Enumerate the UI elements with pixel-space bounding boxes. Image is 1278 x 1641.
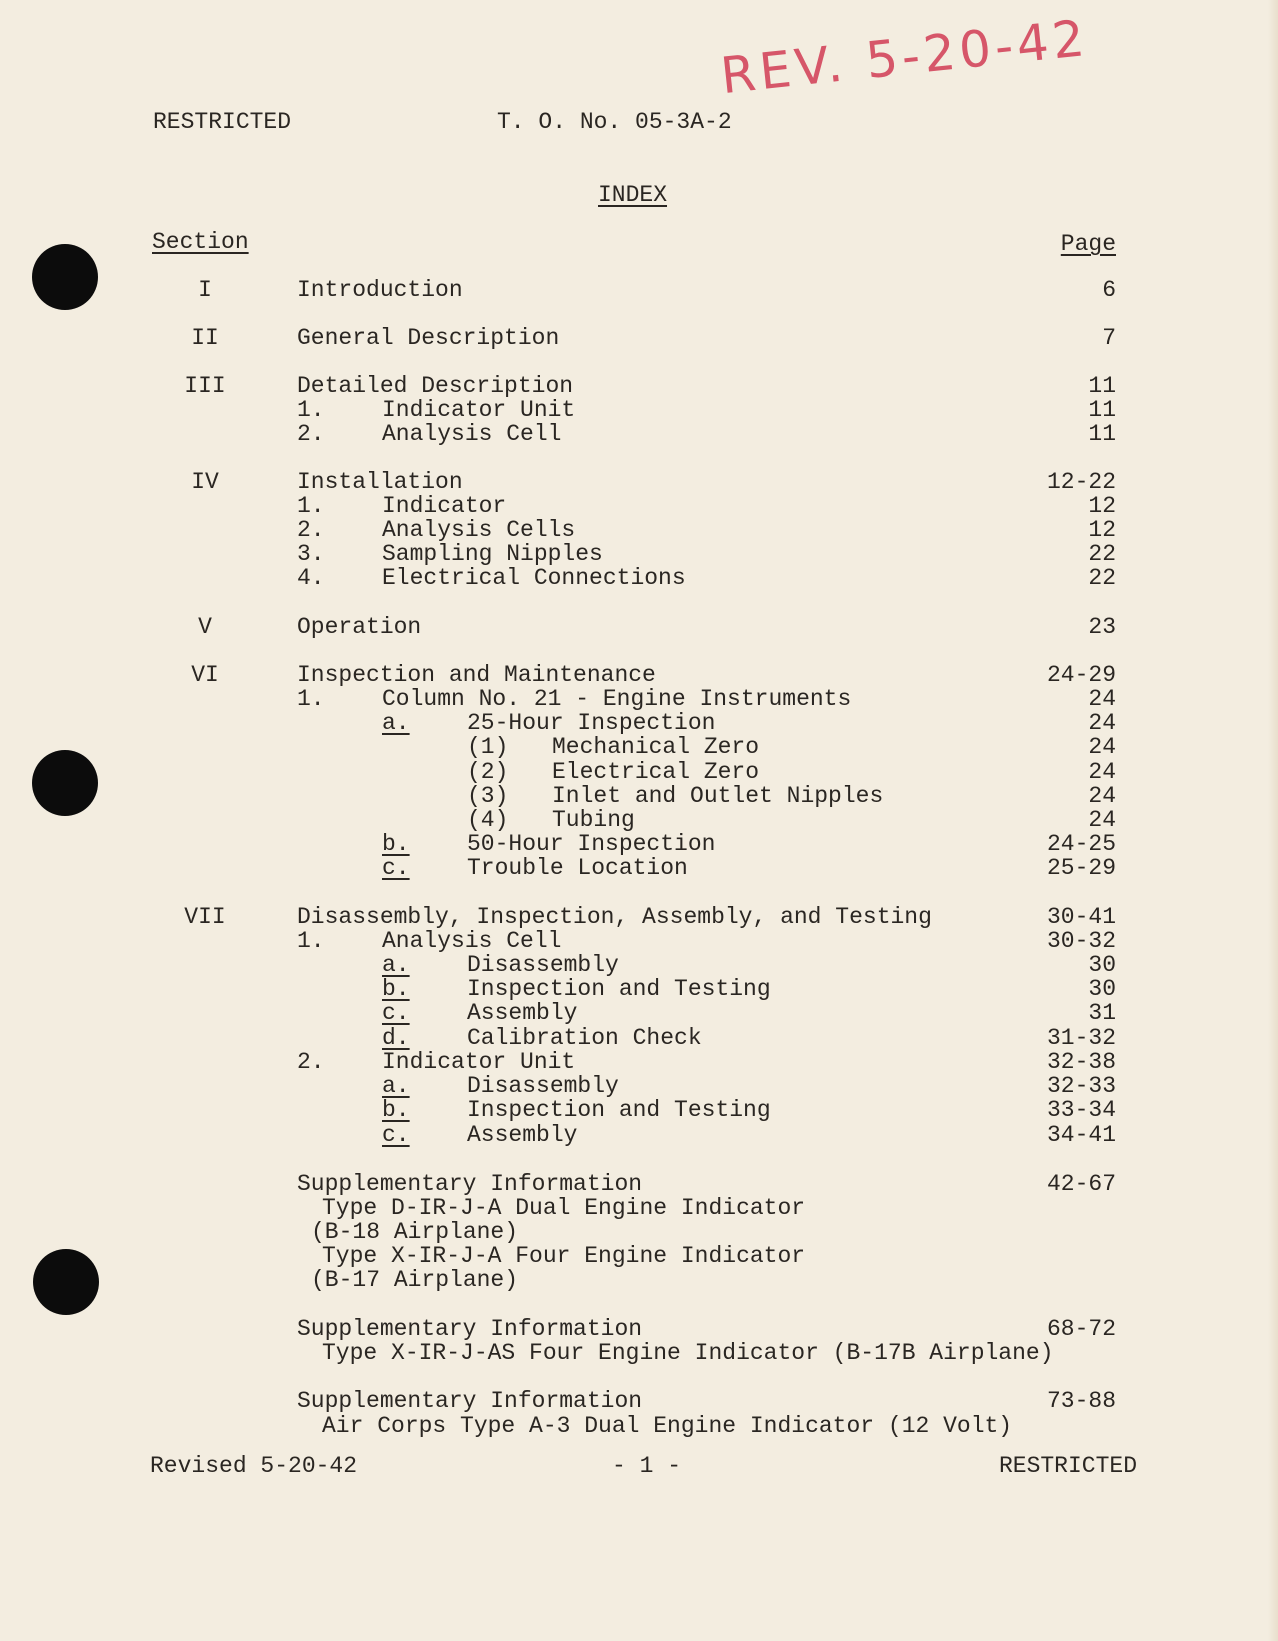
entry-page: 24-29 xyxy=(1046,662,1116,688)
entry-page: 22 xyxy=(1088,565,1116,591)
entry-page: 68-72 xyxy=(1046,1316,1116,1342)
entry-number: 2. xyxy=(297,1049,325,1075)
entry-title: Inspection and Testing xyxy=(467,1097,771,1123)
entry-title: General Description xyxy=(297,325,560,351)
entry-number: (3) xyxy=(467,783,509,809)
entry-page: 32-33 xyxy=(1046,1073,1116,1099)
entry-title: Type D-IR-J-A Dual Engine Indicator xyxy=(322,1195,806,1221)
entry-page: 30-41 xyxy=(1046,904,1116,930)
entry-number: (1) xyxy=(467,734,509,760)
revision-stamp: REV. 5-20-42 xyxy=(717,8,1092,106)
entry-page: 12 xyxy=(1088,517,1116,543)
entry-number: d. xyxy=(382,1025,410,1051)
entry-title: Air Corps Type A-3 Dual Engine Indicator (12 Volt) xyxy=(322,1413,1013,1439)
entry-page: 6 xyxy=(1102,277,1116,303)
entry-number: 1. xyxy=(297,397,325,423)
entry-title: Indicator xyxy=(382,493,507,519)
entry-number: 4. xyxy=(297,565,325,591)
entry-number: 1. xyxy=(297,928,325,954)
entry-page: 42-67 xyxy=(1046,1171,1116,1197)
footer-classification: RESTRICTED xyxy=(998,1453,1137,1479)
entry-title: Electrical Zero xyxy=(552,759,760,785)
header-classification: RESTRICTED xyxy=(153,109,292,135)
entry-page: 22 xyxy=(1088,541,1116,567)
entry-title: Detailed Description xyxy=(297,373,574,399)
entry-title: Analysis Cells xyxy=(382,517,576,543)
entry-number: 3. xyxy=(297,541,325,567)
entry-page: 25-29 xyxy=(1046,855,1116,881)
entry-page: 24 xyxy=(1088,783,1116,809)
entry-page: 24 xyxy=(1088,807,1116,833)
entry-page: 30 xyxy=(1088,976,1116,1002)
entry-number: b. xyxy=(382,831,410,857)
entry-number: b. xyxy=(382,1097,410,1123)
section-numeral: III xyxy=(184,373,226,399)
entry-title: Analysis Cell xyxy=(382,928,562,954)
entry-title: Disassembly, Inspection, Assembly, and Testing xyxy=(297,904,932,930)
entry-number: c. xyxy=(382,855,410,881)
footer-page-number: - 1 - xyxy=(612,1453,682,1479)
entry-title: Analysis Cell xyxy=(382,421,562,447)
entry-number: a. xyxy=(382,952,410,978)
entry-page: 24-25 xyxy=(1046,831,1116,857)
entry-title: Operation xyxy=(297,614,422,640)
entry-page: 33-34 xyxy=(1046,1097,1116,1123)
entry-title: Installation xyxy=(297,469,463,495)
entry-title: Supplementary Information xyxy=(297,1388,643,1414)
entry-title: Type X-IR-J-AS Four Engine Indicator (B-17B Airplane) xyxy=(322,1340,1054,1366)
entry-number: 1. xyxy=(297,686,325,712)
entry-page: 31-32 xyxy=(1046,1025,1116,1051)
page-edge xyxy=(1268,0,1278,1641)
entry-number: a. xyxy=(382,1073,410,1099)
entry-page: 73-88 xyxy=(1046,1388,1116,1414)
column-header-section: Section xyxy=(152,229,249,255)
entry-number: 2. xyxy=(297,517,325,543)
section-numeral: VII xyxy=(184,904,226,930)
section-numeral: II xyxy=(191,325,219,351)
entry-page: 24 xyxy=(1088,759,1116,785)
entry-page: 12-22 xyxy=(1046,469,1116,495)
entry-title: (B-17 Airplane) xyxy=(311,1267,519,1293)
entry-page: 30 xyxy=(1088,952,1116,978)
entry-number: c. xyxy=(382,1122,410,1148)
entry-title: Supplementary Information xyxy=(297,1316,643,1342)
entry-page: 31 xyxy=(1088,1000,1116,1026)
section-numeral: V xyxy=(198,614,212,640)
entry-title: Indicator Unit xyxy=(382,397,576,423)
punch-hole xyxy=(32,750,98,816)
entry-title: Calibration Check xyxy=(467,1025,702,1051)
entry-title: Column No. 21 - Engine Instruments xyxy=(382,686,852,712)
entry-number: 2. xyxy=(297,421,325,447)
entry-page: 24 xyxy=(1088,734,1116,760)
entry-number: c. xyxy=(382,1000,410,1026)
entry-title: Assembly xyxy=(467,1122,578,1148)
section-numeral: I xyxy=(198,277,212,303)
entry-title: Assembly xyxy=(467,1000,578,1026)
entry-title: Electrical Connections xyxy=(382,565,686,591)
page-title: INDEX xyxy=(598,182,668,208)
entry-title: Mechanical Zero xyxy=(552,734,760,760)
entry-page: 23 xyxy=(1088,614,1116,640)
entry-title: Disassembly xyxy=(467,952,619,978)
entry-title: Introduction xyxy=(297,277,463,303)
entry-page: 11 xyxy=(1088,421,1116,447)
entry-title: Inlet and Outlet Nipples xyxy=(552,783,884,809)
entry-page: 30-32 xyxy=(1046,928,1116,954)
punch-hole xyxy=(33,1249,99,1315)
section-numeral: VI xyxy=(191,662,219,688)
entry-page: 32-38 xyxy=(1046,1049,1116,1075)
entry-page: 12 xyxy=(1088,493,1116,519)
entry-page: 7 xyxy=(1102,325,1116,351)
punch-hole xyxy=(32,244,98,310)
entry-title: Trouble Location xyxy=(467,855,688,881)
entry-number: a. xyxy=(382,710,410,736)
entry-title: Disassembly xyxy=(467,1073,619,1099)
entry-title: 50-Hour Inspection xyxy=(467,831,716,857)
entry-number: 1. xyxy=(297,493,325,519)
footer-revised: Revised 5-20-42 xyxy=(150,1453,358,1479)
entry-number: (4) xyxy=(467,807,509,833)
entry-title: 25-Hour Inspection xyxy=(467,710,716,736)
entry-page: 24 xyxy=(1088,710,1116,736)
section-numeral: IV xyxy=(191,469,219,495)
entry-title: Supplementary Information xyxy=(297,1171,643,1197)
entry-title: Inspection and Testing xyxy=(467,976,771,1002)
entry-title: Indicator Unit xyxy=(382,1049,576,1075)
entry-title: Inspection and Maintenance xyxy=(297,662,656,688)
entry-number: (2) xyxy=(467,759,509,785)
entry-page: 24 xyxy=(1088,686,1116,712)
entry-title: Tubing xyxy=(552,807,635,833)
entry-page: 11 xyxy=(1088,373,1116,399)
entry-title: Sampling Nipples xyxy=(382,541,603,567)
entry-page: 11 xyxy=(1088,397,1116,423)
column-header-page: Page xyxy=(1060,231,1116,257)
entry-title: Type X-IR-J-A Four Engine Indicator xyxy=(322,1243,806,1269)
entry-page: 34-41 xyxy=(1046,1122,1116,1148)
entry-title: (B-18 Airplane) xyxy=(311,1219,519,1245)
entry-number: b. xyxy=(382,976,410,1002)
header-document-number: T. O. No. 05-3A-2 xyxy=(497,109,732,135)
